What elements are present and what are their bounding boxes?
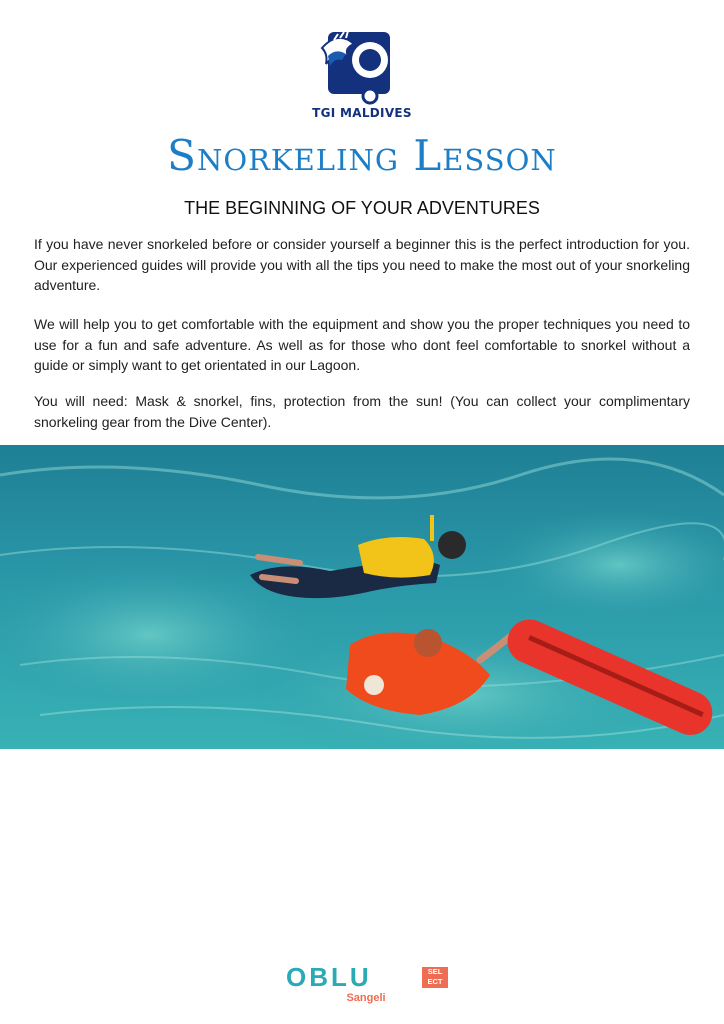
brand-name: TGI MALDIVES bbox=[312, 106, 412, 120]
intro-paragraph: If you have never snorkeled before or consider yourself a beginner this is the perfect introduction for you. Our experienced guides will provide you with all the tips you need to make the most out of your snorkeling adventure. bbox=[34, 236, 690, 293]
tgi-maldives-logo bbox=[302, 26, 422, 122]
page-subtitle: THE BEGINNING OF YOUR ADVENTURES bbox=[184, 198, 540, 218]
oblu-select-logo bbox=[286, 964, 446, 1008]
equipment-paragraph: We will help you to get comfortable with the equipment and show you the proper techniques you need to use for a fun and safe adventure. As well as for those who dont feel comfortable to snorkel without a guide or simply want to get orientated in our Lagoon. bbox=[34, 316, 690, 373]
location-label: Sangeli bbox=[346, 992, 386, 1004]
page-title: Snorkeling Lesson bbox=[167, 131, 557, 180]
oblu-wordmark: OBLU bbox=[286, 962, 372, 992]
snorkeling-photo bbox=[0, 445, 724, 749]
fish-diver-logo-icon bbox=[318, 26, 406, 108]
select-line-2: ECT bbox=[427, 977, 443, 986]
select-line-1: SEL bbox=[427, 967, 443, 976]
select-badge bbox=[422, 967, 448, 988]
requirements-paragraph: You will need: Mask & snorkel, fins, protection from the sun! (You can collect your complimentary snorkeling gear from the Dive Center). bbox=[34, 393, 690, 430]
